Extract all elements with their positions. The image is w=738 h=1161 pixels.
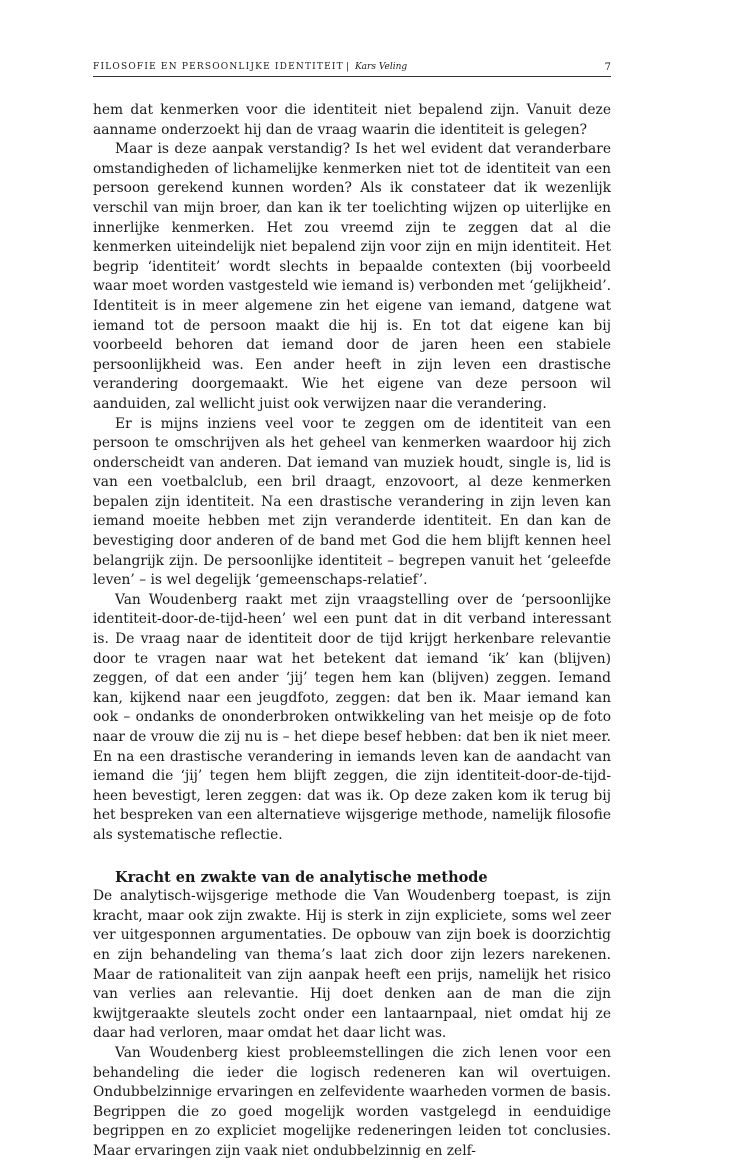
body-text — [93, 101, 611, 1161]
paragraph: hem dat kenmerken voor die identiteit niet bepalend zijn. Vanuit deze aanname onderzoekt hij dan de vraag waarin die identiteit is gelegen? — [93, 102, 611, 138]
page-number: 7 — [604, 62, 611, 73]
paragraph: Van Woudenberg raakt met zijn vraagstelling over de ‘persoonlijke identiteit-door-de-tijd-heen’ wel een punt dat in dit verband interessant is. De vraag naar de identiteit door de tijd krijgt herkenbare relevantie door te vragen naar wat het betekent dat iemand ‘ik’ kan (blijven) zeggen, of dat een ander ‘jij’ tegen hem kan (blijven) zeggen. Iemand kan, kijkend naar een jeugdfoto, zeggen: dat ben ik. Maar iemand kan ook – ondanks de ononderbroken ontwikkeling van het meisje op de foto naar de vrouw die zij nu is – het diepe besef hebben: dat ben ik niet meer. En na een drastische verandering in iemands leven kan de aandacht van iemand die ‘jij’ tegen hem blijft zeggen, die zijn identiteit-door-de-tijd-heen bevestigt, leren zeggen: dat was ik. Op deze zaken kom ik terug bij het bespreken van een alternatieve wijsgerige methode, namelijk filosofie als systematische reflectie. — [93, 591, 611, 843]
section-heading: Kracht en zwakte van de analytische methode — [115, 868, 488, 886]
paragraph: De analytisch-wijsgerige methode die Van Woudenberg toepast, is zijn kracht, maar ook zijn zwakte. Hij is sterk in zijn expliciete, soms wel zeer ver uitgesponnen argumentaties. De opbouw van zijn boek is doorzichtig en zijn behandeling van thema’s laat zich door zijn lezers narekenen. Maar de rationaliteit van zijn aanpak heeft een prijs, namelijk het risico van verlies aan relevantie. Hij doet denken aan de man die zijn kwijtgeraakte sleutels zocht onder een lantaarnpaal, niet omdat hij ze daar had verloren, maar omdat het daar licht was. — [93, 888, 611, 1042]
paragraph: Van Woudenberg kiest probleemstellingen die zich lenen voor een behandeling die ieder die logisch redeneren kan wil overtuigen. Ondubbelzinnige ervaringen en zelfevidente waarheden vormen de basis. Begrippen die zo goed mogelijk worden vastgelegd in eenduidige begrippen en zo expliciet mogelijke redeneringen leiden tot conclusies. Maar ervaringen zijn vaak niet ondubbelzinnig en zelf- — [93, 1044, 611, 1159]
running-header-title: FILOSOFIE EN PERSOONLIJKE IDENTITEIT — [93, 62, 344, 72]
running-header-author: Kars Veling — [354, 62, 408, 72]
paragraph: Er is mijns inziens veel voor te zeggen om de identiteit van een persoon te omschrijven als het geheel van kenmerken waardoor hij zich onderscheidt van anderen. Dat iemand van muziek houdt, single is, lid is van een voetbalclub, een bril draagt, enzovoort, al deze kenmerken bepalen zijn identiteit. Na een drastische verandering in zijn leven kan iemand moeite hebben met zijn veranderde identiteit. En dan kan de bevestiging door anderen of de band met God die hem blijft kennen heel belangrijk zijn. De persoonlijke identiteit – begrepen vanuit het ‘geleefde leven’ – is wel degelijk ‘gemeenschaps-relatief’. — [93, 415, 611, 589]
running-header — [93, 62, 611, 77]
running-header-separator: | — [345, 62, 349, 72]
paragraph: Maar is deze aanpak verstandig? Is het wel evident dat veranderbare omstandigheden of lichamelijke kenmerken niet tot de identiteit van een persoon gerekend kunnen worden? Als ik constateer dat ik wezenlijk verschil van mijn broer, dan kan ik ter toelichting wijzen op uiterlijke en innerlijke kenmerken. Het zou vreemd zijn te zeggen dat al die kenmerken uiteindelijk niet bepalend zijn voor zijn en mijn identiteit. Het begrip ‘identiteit’ wordt slechts in bepaalde contexten (bij voorbeeld waar moet worden vastgesteld wie iemand is) verbonden met ‘gelijkheid’. Identiteit is in meer algemene zin het eigene van iemand, datgene wat iemand tot de persoon maakt die hij is. En tot dat eigene kan bij voorbeeld behoren dat iemand door de jaren heen een stabiele persoonlijkheid was. Een ander heeft in zijn leven een drastische verandering doorgemaakt. Wie het eigene van deze persoon wil aanduiden, zal wellicht juist ook verwijzen naar die verandering. — [93, 141, 611, 412]
